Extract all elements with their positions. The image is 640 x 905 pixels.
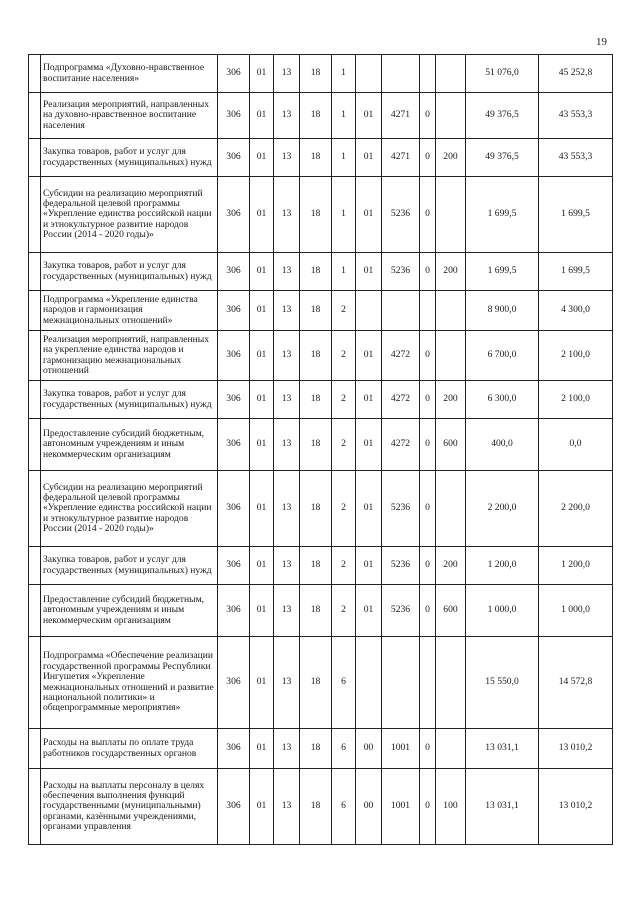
row-sum1-cell: 13 031,1 [466, 769, 539, 845]
table-row [29, 585, 613, 637]
row-pr-cell: 13 [274, 253, 300, 291]
row-dir-cell: 4272 [382, 381, 420, 419]
row-margin-cell [29, 55, 41, 93]
table-row [29, 253, 613, 291]
row-gp-cell: 18 [300, 471, 332, 547]
row-om-cell: 01 [356, 177, 382, 253]
row-ved-cell: 306 [218, 93, 250, 139]
row-pp-cell: 2 [332, 585, 356, 637]
row-z-cell: 0 [420, 93, 436, 139]
row-dir-cell: 4271 [382, 93, 420, 139]
row-vr-cell: 600 [436, 585, 466, 637]
row-z-cell: 0 [420, 471, 436, 547]
row-rz-cell: 01 [250, 177, 274, 253]
row-pp-cell: 2 [332, 547, 356, 585]
row-z-cell: 0 [420, 419, 436, 471]
row-gp-cell: 18 [300, 93, 332, 139]
row-name-cell: Субсидии на реализацию мероприятий федеральной целевой программы «Укрепление единства российской нации и этнокультурное развитие народов России (2014 - 2020 годы)» [41, 177, 218, 253]
row-name-cell: Подпрограмма «Укрепление единства народов и гармонизация межнациональных отношений» [41, 291, 218, 331]
row-gp-cell: 18 [300, 769, 332, 845]
row-vr-cell [436, 471, 466, 547]
budget-table [28, 54, 613, 845]
row-name-cell: Расходы на выплаты по оплате труда работников государственных органов [41, 729, 218, 769]
row-pr-cell: 13 [274, 729, 300, 769]
row-name-cell: Расходы на выплаты персоналу в целях обеспечения выполнения функций государственными (муниципальными) органами, казёнными учреждениями, органами управления [41, 769, 218, 845]
row-sum1-cell: 49 376,5 [466, 93, 539, 139]
row-name-cell: Закупка товаров, работ и услуг для государственных (муниципальных) нужд [41, 547, 218, 585]
table-row [29, 55, 613, 93]
row-margin-cell [29, 637, 41, 729]
row-z-cell: 0 [420, 331, 436, 381]
row-dir-cell: 4272 [382, 419, 420, 471]
row-sum1-cell: 49 376,5 [466, 139, 539, 177]
row-om-cell: 01 [356, 471, 382, 547]
row-sum2-cell: 43 553,3 [539, 139, 613, 177]
row-vr-cell [436, 93, 466, 139]
row-vr-cell [436, 55, 466, 93]
row-margin-cell [29, 769, 41, 845]
row-rz-cell: 01 [250, 729, 274, 769]
row-z-cell [420, 55, 436, 93]
row-pr-cell: 13 [274, 585, 300, 637]
row-sum2-cell: 43 553,3 [539, 93, 613, 139]
row-dir-cell [382, 637, 420, 729]
row-ved-cell: 306 [218, 139, 250, 177]
row-pp-cell: 2 [332, 291, 356, 331]
row-dir-cell: 5236 [382, 547, 420, 585]
row-margin-cell [29, 471, 41, 547]
row-om-cell: 01 [356, 419, 382, 471]
row-ved-cell: 306 [218, 471, 250, 547]
row-sum2-cell: 2 100,0 [539, 381, 613, 419]
table-row [29, 547, 613, 585]
row-dir-cell: 4272 [382, 331, 420, 381]
row-ved-cell: 306 [218, 637, 250, 729]
row-rz-cell: 01 [250, 93, 274, 139]
row-sum2-cell: 1 200,0 [539, 547, 613, 585]
row-om-cell [356, 55, 382, 93]
row-vr-cell: 200 [436, 253, 466, 291]
row-pr-cell: 13 [274, 139, 300, 177]
row-rz-cell: 01 [250, 637, 274, 729]
row-ved-cell: 306 [218, 55, 250, 93]
row-pp-cell: 1 [332, 93, 356, 139]
row-sum2-cell: 0,0 [539, 419, 613, 471]
row-margin-cell [29, 93, 41, 139]
row-sum2-cell: 14 572,8 [539, 637, 613, 729]
row-om-cell: 01 [356, 139, 382, 177]
row-rz-cell: 01 [250, 253, 274, 291]
row-rz-cell: 01 [250, 291, 274, 331]
table-row [29, 769, 613, 845]
row-sum1-cell: 1 699,5 [466, 253, 539, 291]
row-sum2-cell: 1 000,0 [539, 585, 613, 637]
table-row [29, 177, 613, 253]
row-margin-cell [29, 381, 41, 419]
table-row [29, 381, 613, 419]
row-margin-cell [29, 291, 41, 331]
row-pr-cell: 13 [274, 291, 300, 331]
row-z-cell: 0 [420, 585, 436, 637]
row-name-cell: Предоставление субсидий бюджетным, автономным учреждениям и иным некоммерческим организациям [41, 585, 218, 637]
row-dir-cell: 5236 [382, 471, 420, 547]
row-dir-cell: 5236 [382, 253, 420, 291]
row-rz-cell: 01 [250, 55, 274, 93]
row-sum1-cell: 2 200,0 [466, 471, 539, 547]
row-sum1-cell: 15 550,0 [466, 637, 539, 729]
row-vr-cell [436, 291, 466, 331]
row-sum2-cell: 13 010,2 [539, 769, 613, 845]
row-gp-cell: 18 [300, 331, 332, 381]
row-gp-cell: 18 [300, 55, 332, 93]
row-gp-cell: 18 [300, 177, 332, 253]
row-ved-cell: 306 [218, 291, 250, 331]
row-dir-cell [382, 291, 420, 331]
row-z-cell: 0 [420, 769, 436, 845]
row-dir-cell [382, 55, 420, 93]
row-sum2-cell: 1 699,5 [539, 177, 613, 253]
row-dir-cell: 4271 [382, 139, 420, 177]
row-sum1-cell: 6 700,0 [466, 331, 539, 381]
row-sum2-cell: 2 100,0 [539, 331, 613, 381]
row-pp-cell: 6 [332, 637, 356, 729]
row-pp-cell: 2 [332, 331, 356, 381]
row-pp-cell: 6 [332, 729, 356, 769]
row-vr-cell [436, 637, 466, 729]
row-margin-cell [29, 585, 41, 637]
row-gp-cell: 18 [300, 381, 332, 419]
row-name-cell: Закупка товаров, работ и услуг для государственных (муниципальных) нужд [41, 381, 218, 419]
row-sum2-cell: 2 200,0 [539, 471, 613, 547]
table-row [29, 139, 613, 177]
table-row [29, 471, 613, 547]
row-gp-cell: 18 [300, 637, 332, 729]
row-pr-cell: 13 [274, 637, 300, 729]
row-sum2-cell: 13 010,2 [539, 729, 613, 769]
row-sum1-cell: 8 900,0 [466, 291, 539, 331]
row-rz-cell: 01 [250, 769, 274, 845]
table-row [29, 331, 613, 381]
row-dir-cell: 5236 [382, 585, 420, 637]
row-rz-cell: 01 [250, 139, 274, 177]
row-name-cell: Субсидии на реализацию мероприятий федеральной целевой программы «Укрепление единства российской нации и этнокультурное развитие народов России (2014 - 2020 годы)» [41, 471, 218, 547]
row-name-cell: Закупка товаров, работ и услуг для государственных (муниципальных) нужд [41, 253, 218, 291]
row-sum1-cell: 51 076,0 [466, 55, 539, 93]
row-vr-cell: 200 [436, 547, 466, 585]
row-pr-cell: 13 [274, 547, 300, 585]
row-pr-cell: 13 [274, 177, 300, 253]
row-gp-cell: 18 [300, 585, 332, 637]
row-margin-cell [29, 331, 41, 381]
row-om-cell: 01 [356, 331, 382, 381]
row-ved-cell: 306 [218, 585, 250, 637]
row-rz-cell: 01 [250, 547, 274, 585]
row-ved-cell: 306 [218, 381, 250, 419]
row-sum2-cell: 1 699,5 [539, 253, 613, 291]
row-sum1-cell: 1 699,5 [466, 177, 539, 253]
row-ved-cell: 306 [218, 331, 250, 381]
row-z-cell: 0 [420, 547, 436, 585]
row-ved-cell: 306 [218, 177, 250, 253]
row-pp-cell: 1 [332, 253, 356, 291]
row-rz-cell: 01 [250, 331, 274, 381]
row-om-cell: 01 [356, 585, 382, 637]
row-om-cell [356, 637, 382, 729]
row-pp-cell: 1 [332, 177, 356, 253]
row-om-cell: 01 [356, 547, 382, 585]
row-name-cell: Подпрограмма «Обеспечение реализации государственной программы Республики Ингушетия «Укрепление межнациональных отношений и развитие национальной политики» и общепрограммные мероприятия» [41, 637, 218, 729]
row-pp-cell: 2 [332, 381, 356, 419]
row-sum1-cell: 6 300,0 [466, 381, 539, 419]
row-vr-cell: 100 [436, 769, 466, 845]
row-gp-cell: 18 [300, 419, 332, 471]
table-row [29, 637, 613, 729]
row-vr-cell [436, 177, 466, 253]
row-rz-cell: 01 [250, 419, 274, 471]
row-om-cell [356, 291, 382, 331]
row-ved-cell: 306 [218, 547, 250, 585]
row-pp-cell: 2 [332, 419, 356, 471]
row-sum1-cell: 13 031,1 [466, 729, 539, 769]
row-vr-cell: 600 [436, 419, 466, 471]
row-pp-cell: 2 [332, 471, 356, 547]
row-sum1-cell: 1 000,0 [466, 585, 539, 637]
row-rz-cell: 01 [250, 585, 274, 637]
page-number: 19 [596, 36, 607, 48]
table-row [29, 729, 613, 769]
row-gp-cell: 18 [300, 547, 332, 585]
row-om-cell: 01 [356, 253, 382, 291]
row-z-cell: 0 [420, 177, 436, 253]
row-gp-cell: 18 [300, 253, 332, 291]
row-sum2-cell: 4 300,0 [539, 291, 613, 331]
row-z-cell: 0 [420, 253, 436, 291]
row-name-cell: Реализация мероприятий, направленных на укрепление единства народов и гармонизацию межнациональных отношений [41, 331, 218, 381]
row-ved-cell: 306 [218, 769, 250, 845]
row-z-cell: 0 [420, 139, 436, 177]
row-om-cell: 01 [356, 93, 382, 139]
row-om-cell: 00 [356, 769, 382, 845]
row-pr-cell: 13 [274, 93, 300, 139]
row-sum1-cell: 400,0 [466, 419, 539, 471]
row-gp-cell: 18 [300, 291, 332, 331]
row-sum2-cell: 45 252,8 [539, 55, 613, 93]
row-margin-cell [29, 729, 41, 769]
row-dir-cell: 1001 [382, 769, 420, 845]
row-margin-cell [29, 177, 41, 253]
row-z-cell: 0 [420, 381, 436, 419]
row-sum1-cell: 1 200,0 [466, 547, 539, 585]
row-pp-cell: 1 [332, 139, 356, 177]
row-pr-cell: 13 [274, 471, 300, 547]
table-row [29, 291, 613, 331]
row-margin-cell [29, 419, 41, 471]
row-margin-cell [29, 547, 41, 585]
row-pr-cell: 13 [274, 419, 300, 471]
row-pr-cell: 13 [274, 55, 300, 93]
row-vr-cell [436, 729, 466, 769]
row-name-cell: Реализация мероприятий, направленных на духовно-нравственное воспитание населения [41, 93, 218, 139]
row-gp-cell: 18 [300, 139, 332, 177]
row-z-cell [420, 291, 436, 331]
row-vr-cell: 200 [436, 139, 466, 177]
row-name-cell: Закупка товаров, работ и услуг для государственных (муниципальных) нужд [41, 139, 218, 177]
row-vr-cell: 200 [436, 381, 466, 419]
row-om-cell: 00 [356, 729, 382, 769]
row-z-cell [420, 637, 436, 729]
row-margin-cell [29, 139, 41, 177]
row-pr-cell: 13 [274, 331, 300, 381]
row-vr-cell [436, 331, 466, 381]
table-row [29, 419, 613, 471]
row-pp-cell: 1 [332, 55, 356, 93]
row-name-cell: Подпрограмма «Духовно-нравственное воспитание населения» [41, 55, 218, 93]
row-om-cell: 01 [356, 381, 382, 419]
row-pp-cell: 6 [332, 769, 356, 845]
row-rz-cell: 01 [250, 381, 274, 419]
table-row [29, 93, 613, 139]
row-pr-cell: 13 [274, 381, 300, 419]
row-gp-cell: 18 [300, 729, 332, 769]
row-z-cell: 0 [420, 729, 436, 769]
row-name-cell: Предоставление субсидий бюджетным, автономным учреждениям и иным некоммерческим организациям [41, 419, 218, 471]
row-margin-cell [29, 253, 41, 291]
row-rz-cell: 01 [250, 471, 274, 547]
row-ved-cell: 306 [218, 419, 250, 471]
row-ved-cell: 306 [218, 729, 250, 769]
row-dir-cell: 1001 [382, 729, 420, 769]
row-ved-cell: 306 [218, 253, 250, 291]
row-pr-cell: 13 [274, 769, 300, 845]
row-dir-cell: 5236 [382, 177, 420, 253]
